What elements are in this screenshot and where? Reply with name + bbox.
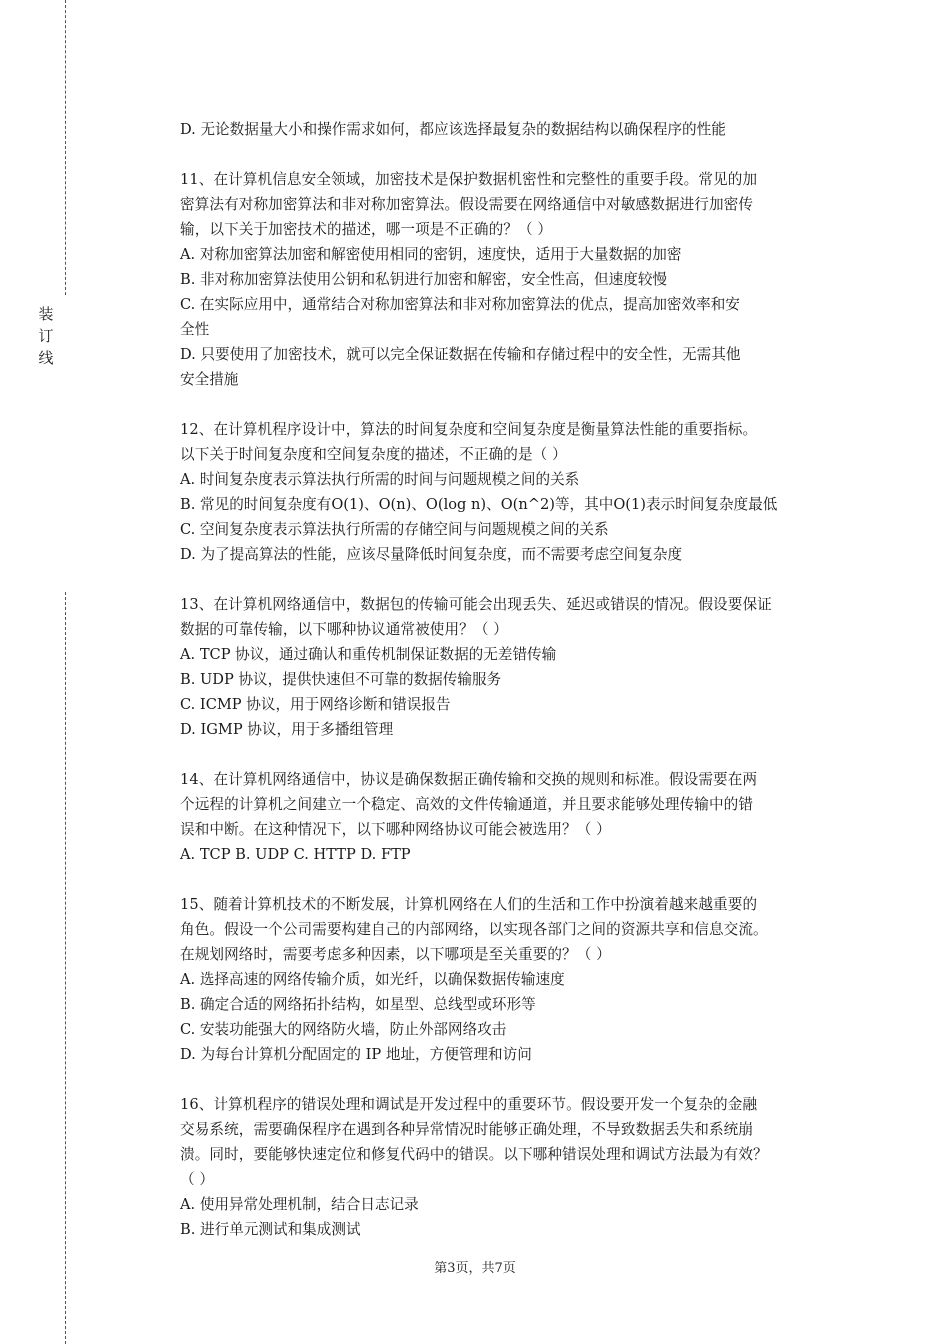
answer-option: D. 无论数据量大小和操作需求如何，都应该选择最复杂的数据结构以确保程序的性能: [180, 121, 726, 138]
question: [180, 167, 842, 392]
answer-option: C. 安装功能强大的网络防火墙，防止外部网络攻击: [180, 1021, 507, 1038]
question-stem-line: 13、在计算机网络通信中，数据包的传输可能会出现丢失、延迟或错误的情况。假设要保证: [180, 596, 772, 613]
answer-option: A. TCP 协议，通过确认和重传机制保证数据的无差错传输: [180, 646, 557, 663]
question: [180, 592, 842, 742]
question-stem-line: 个远程的计算机之间建立一个稳定、高效的文件传输通道，并且要求能够处理传输中的错: [180, 796, 754, 813]
question-stem-line: 输，以下关于加密技术的描述，哪一项是不正确的？（ ）: [180, 221, 553, 238]
question-stem-line: 溃。同时，要能够快速定位和修复代码中的错误。以下哪种错误处理和调试方法最为有效？: [180, 1146, 768, 1163]
question-stem-line: 误和中断。在这种情况下，以下哪种网络协议可能会被选用？（ ）: [180, 821, 611, 838]
question-stem-line: 交易系统，需要确保程序在遇到各种异常情况时能够正确处理，不导致数据丢失和系统崩: [180, 1121, 754, 1138]
question: [180, 892, 842, 1067]
question-stem-line: 14、在计算机网络通信中，协议是确保数据正确传输和交换的规则和标准。假设需要在两: [180, 771, 758, 788]
answer-option: A. 选择高速的网络传输介质，如光纤，以确保数据传输速度: [180, 971, 565, 988]
page-number: 第3页，共7页: [434, 1261, 516, 1276]
question-stem-line: 密算法有对称加密算法和非对称加密算法。假设需要在网络通信中对敏感数据进行加密传: [180, 196, 754, 213]
binding-label: [36, 303, 56, 369]
question-stem: [180, 1092, 842, 1192]
answer-option: C. 空间复杂度表示算法执行所需的存储空间与问题规模之间的关系: [180, 521, 609, 538]
answer-option: B. 确定合适的网络拓扑结构，如星型、总线型或环形等: [180, 996, 536, 1013]
answer-option: A. 使用异常处理机制，结合日志记录: [180, 1196, 419, 1213]
question-stem: [180, 592, 842, 642]
answer-option: D. IGMP 协议，用于多播组管理: [180, 721, 394, 738]
question-stem-line: 16、计算机程序的错误处理和调试是开发过程中的重要环节。假设要开发一个复杂的金融: [180, 1096, 758, 1113]
question-stem-line: 11、在计算机信息安全领域，加密技术是保护数据机密性和完整性的重要手段。常见的加: [180, 171, 758, 188]
answer-option: D. 为每台计算机分配固定的 IP 地址，方便管理和访问: [180, 1046, 532, 1063]
question-stem-line: 12、在计算机程序设计中，算法的时间复杂度和空间复杂度是衡量算法性能的重要指标。: [180, 421, 758, 438]
binding-char: 订: [38, 327, 54, 345]
question-stem: [180, 417, 842, 467]
answer-option: A. 时间复杂度表示算法执行所需的时间与问题规模之间的关系: [180, 471, 580, 488]
answer-option: A. 对称加密算法加密和解密使用相同的密钥，速度快，适用于大量数据的加密: [180, 246, 682, 263]
question: [180, 767, 842, 867]
question-stem: [180, 167, 842, 242]
question-stem-line: 以下关于时间复杂度和空间复杂度的描述，不正确的是（ ）: [180, 446, 567, 463]
answer-option-continuation: 全性: [180, 321, 210, 338]
question-stem-line: 15、随着计算机技术的不断发展，计算机网络在人们的生活和工作中扮演着越来越重要的: [180, 896, 758, 913]
question-stem: [180, 892, 842, 967]
question-stem-line: 数据的可靠传输，以下哪种协议通常被使用？（ ）: [180, 621, 509, 638]
answer-option: C. 在实际应用中，通常结合对称加密算法和非对称加密算法的优点，提高加密效率和安: [180, 296, 740, 313]
binding-dashed-line-bottom: [65, 592, 66, 1344]
question-stem-line: （ ）: [180, 1171, 215, 1188]
answer-option-continuation: 安全措施: [180, 371, 239, 388]
answer-option: B. 常见的时间复杂度有O(1)、O(n)、O(log n)、O(n^2)等，其中O(1)表示时间复杂度最低: [180, 496, 778, 513]
binding-char: 线: [38, 349, 54, 367]
binding-dashed-line-top: [65, 0, 66, 295]
answer-option: D. 只要使用了加密技术，就可以完全保证数据在传输和存储过程中的安全性，无需其他: [180, 346, 741, 363]
answer-option: A. TCP B. UDP C. HTTP D. FTP: [180, 846, 411, 863]
answer-option: B. 进行单元测试和集成测试: [180, 1221, 361, 1238]
binding-char: 装: [38, 305, 54, 323]
question-list: [180, 117, 842, 1242]
question-stem-line: 角色。假设一个公司需要构建自己的内部网络，以实现各部门之间的资源共享和信息交流。: [180, 921, 768, 938]
question: [180, 117, 842, 142]
answer-option: B. 非对称加密算法使用公钥和私钥进行加密和解密，安全性高，但速度较慢: [180, 271, 668, 288]
question: [180, 1092, 842, 1242]
answer-option: C. ICMP 协议，用于网络诊断和错误报告: [180, 696, 451, 713]
answer-option: B. UDP 协议，提供快速但不可靠的数据传输服务: [180, 671, 502, 688]
answer-option: D. 为了提高算法的性能，应该尽量降低时间复杂度，而不需要考虑空间复杂度: [180, 546, 683, 563]
question: [180, 417, 842, 567]
question-stem-line: 在规划网络时，需要考虑多种因素，以下哪项是至关重要的？（ ）: [180, 946, 611, 963]
question-stem: [180, 767, 842, 842]
